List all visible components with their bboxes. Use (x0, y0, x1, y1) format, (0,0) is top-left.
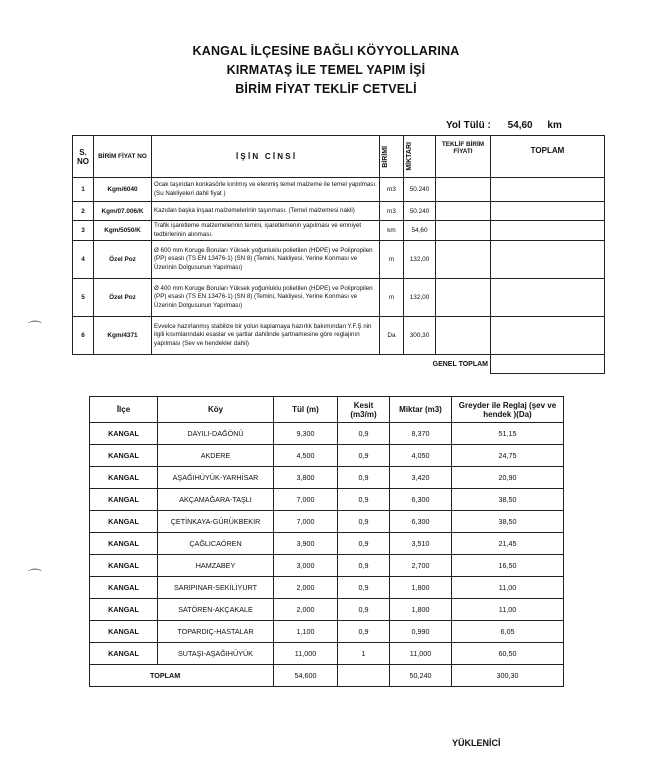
cell-kesit: 1 (338, 643, 390, 665)
row-total (491, 241, 605, 279)
table-row (90, 423, 564, 445)
row-qty: 54,60 (404, 221, 436, 241)
row-total (491, 317, 605, 355)
cell-greyder: 11,00 (452, 599, 564, 621)
cell-koy: HAMZABEY (158, 555, 274, 577)
cell-greyder: 21,45 (452, 533, 564, 555)
cell-miktar: 0,990 (390, 621, 452, 643)
row-unit: km (380, 221, 404, 241)
doc-title-line1: KANGAL İLÇESİNE BAĞLI KÖYYOLLARINA (192, 44, 460, 58)
scan-mark: ⌒ (28, 320, 42, 336)
total-label: TOPLAM (90, 665, 274, 687)
row-qty: 300,30 (404, 317, 436, 355)
row-qty: 132,00 (404, 279, 436, 317)
cell-tul: 3,800 (274, 467, 338, 489)
row-qty: 50.240 (404, 178, 436, 202)
col-koy: Köy (158, 397, 274, 423)
row-total (491, 202, 605, 221)
cell-miktar: 1,800 (390, 577, 452, 599)
cell-kesit: 0,9 (338, 577, 390, 599)
cell-kesit: 0,9 (338, 467, 390, 489)
cell-kesit: 0,9 (338, 555, 390, 577)
cell-ilce: KANGAL (90, 643, 158, 665)
cell-tul: 3,000 (274, 555, 338, 577)
row-qty: 50.240 (404, 202, 436, 221)
col-miktari-label: MİKTARI (406, 142, 413, 171)
cell-ilce: KANGAL (90, 533, 158, 555)
cell-greyder: 6,05 (452, 621, 564, 643)
row-unit: Da (380, 317, 404, 355)
village-table (89, 396, 564, 687)
row-price (436, 317, 491, 355)
total-kesit (338, 665, 390, 687)
col-birimi-label: BİRİMİ (382, 145, 389, 168)
genel-toplam-label: GENEL TOPLAM (73, 355, 491, 374)
cell-ilce: KANGAL (90, 445, 158, 467)
cell-ilce: KANGAL (90, 489, 158, 511)
col-birim-fiyat-no: BİRİM FİYAT NO (94, 136, 152, 178)
cell-tul: 7,000 (274, 489, 338, 511)
row-code: Özel Poz (94, 279, 152, 317)
row-unit: m3 (380, 202, 404, 221)
cell-koy: SATÖREN-AKÇAKALE (158, 599, 274, 621)
cell-koy: SUTAŞI-AŞAĞIHÜYÜK (158, 643, 274, 665)
cell-tul: 9,300 (274, 423, 338, 445)
cell-miktar: 3,420 (390, 467, 452, 489)
cell-kesit: 0,9 (338, 599, 390, 621)
genel-toplam-value (491, 355, 605, 374)
row-code: Özel Poz (94, 241, 152, 279)
table-row (90, 511, 564, 533)
row-code: Kgm/4371 (94, 317, 152, 355)
table-row (90, 555, 564, 577)
cell-koy: SARIPINAR-SEKİLİYURT (158, 577, 274, 599)
cell-tul: 2,000 (274, 599, 338, 621)
row-no: 3 (73, 221, 94, 241)
cell-koy: DAYILI-DAĞÖNÜ (158, 423, 274, 445)
cell-koy: TOPARDIÇ-HASTALAR (158, 621, 274, 643)
table-row (90, 599, 564, 621)
road-length-label: Yol Tülü : (446, 120, 491, 131)
table-row (90, 533, 564, 555)
row-unit: m (380, 279, 404, 317)
table-row (73, 317, 605, 355)
table-row (73, 241, 605, 279)
table-row (90, 467, 564, 489)
road-length-unit: km (547, 120, 562, 131)
row-price (436, 241, 491, 279)
row-desc: Ø 400 mm Koruge Boruları Yüksek yoğunluklu polietilen (HDPE) ve Polipropilen (PP) esaslı (TS EN 13476-1) (SN 8) (Temini, Nakliyesi, Yerine Konması ve Üzerinin Dolgusunun Yapılması) (152, 279, 380, 317)
cell-tul: 7,000 (274, 511, 338, 533)
row-no: 4 (73, 241, 94, 279)
cell-greyder: 24,75 (452, 445, 564, 467)
scan-mark: ⌒ (28, 568, 42, 584)
table-row (90, 577, 564, 599)
doc-title-line2: KIRMATAŞ İLE TEMEL YAPIM İŞİ (226, 63, 426, 77)
row-total (491, 178, 605, 202)
col-miktar: Miktar (m3) (390, 397, 452, 423)
contractor-signature-label: YÜKLENİCİ (452, 738, 501, 748)
row-desc: Ocak taşından konkasörle kırılmış ve elenmiş temel malzeme ile temel yapılması. (Su Nakliyeleri dahil fiyat ) (152, 178, 380, 202)
cell-miktar: 1,800 (390, 599, 452, 621)
cell-ilce: KANGAL (90, 423, 158, 445)
row-price (436, 178, 491, 202)
total-greyder: 300,30 (452, 665, 564, 687)
cell-tul: 2,000 (274, 577, 338, 599)
cell-koy: AŞAĞIHÜYÜK-YARHİSAR (158, 467, 274, 489)
cell-greyder: 38,50 (452, 511, 564, 533)
col-teklif: TEKLİF BİRİM FİYATI (436, 136, 491, 178)
row-total (491, 279, 605, 317)
table-row (90, 489, 564, 511)
row-unit: m3 (380, 178, 404, 202)
cell-kesit: 0,9 (338, 621, 390, 643)
cell-greyder: 11,00 (452, 577, 564, 599)
cell-miktar: 6,300 (390, 489, 452, 511)
row-no: 2 (73, 202, 94, 221)
table-row (73, 221, 605, 241)
cell-miktar: 4,050 (390, 445, 452, 467)
cell-miktar: 3,510 (390, 533, 452, 555)
cell-tul: 4,500 (274, 445, 338, 467)
cell-koy: AKDERE (158, 445, 274, 467)
table-row (90, 643, 564, 665)
cell-koy: ÇETİNKAYA-GÜRÜKBEKİR (158, 511, 274, 533)
row-total (491, 221, 605, 241)
table-row (73, 279, 605, 317)
col-birimi (380, 136, 404, 178)
total-tul: 54,600 (274, 665, 338, 687)
row-price (436, 202, 491, 221)
col-toplam: TOPLAM (491, 136, 605, 178)
col-miktari (404, 136, 436, 178)
cell-kesit: 0,9 (338, 423, 390, 445)
row-desc: Evvelce hazırlanmış stabilize bir yolun kaplamaya hazırlık bakımından Y.F.Ş nin ilgili kısımlarındaki esaslar ve şartlar dahilinde şartnamesine göre reglajının yapılması (Sev ve hendekler dahil) (152, 317, 380, 355)
cell-greyder: 60,50 (452, 643, 564, 665)
col-sno: S. NO (73, 136, 94, 178)
cell-kesit: 0,9 (338, 489, 390, 511)
row-price (436, 279, 491, 317)
road-length-value: 54,60 (507, 120, 533, 131)
col-kesit: Kesit (m3/m) (338, 397, 390, 423)
row-no: 6 (73, 317, 94, 355)
row-desc: Kazıdan başka inşaat malzemelerinin taşınması. (Temel malzemesi nakli) (152, 202, 380, 221)
row-qty: 132,00 (404, 241, 436, 279)
row-desc: Ø 600 mm Koruge Boruları Yüksek yoğunluklu polietilen (HDPE) ve Polipropilen (PP) esaslı (TS EN 13476-1) (SN 8) (Temini, Nakliyesi, Yerine Konması ve Üzerinin Dolgusunun Yapılması) (152, 241, 380, 279)
cell-greyder: 38,50 (452, 489, 564, 511)
cell-tul: 3,900 (274, 533, 338, 555)
table-row (90, 621, 564, 643)
cell-ilce: KANGAL (90, 621, 158, 643)
total-row (90, 665, 564, 687)
cell-miktar: 8,370 (390, 423, 452, 445)
row-unit: m (380, 241, 404, 279)
row-price (436, 221, 491, 241)
table-row (73, 202, 605, 221)
table-row (73, 178, 605, 202)
row-code: Kgm/6040 (94, 178, 152, 202)
cell-ilce: KANGAL (90, 555, 158, 577)
cell-ilce: KANGAL (90, 511, 158, 533)
total-miktar: 50,240 (390, 665, 452, 687)
row-code: Kgm/07.006/K (94, 202, 152, 221)
unit-price-table (72, 135, 605, 374)
col-tul: Tül (m) (274, 397, 338, 423)
cell-kesit: 0,9 (338, 533, 390, 555)
cell-tul: 1,100 (274, 621, 338, 643)
col-greyder: Greyder ile Reglaj (şev ve hendek )(Da) (452, 397, 564, 423)
cell-greyder: 20,90 (452, 467, 564, 489)
cell-koy: AKÇAMAĞARA-TAŞLI (158, 489, 274, 511)
cell-miktar: 6,300 (390, 511, 452, 533)
cell-kesit: 0,9 (338, 445, 390, 467)
cell-greyder: 16,50 (452, 555, 564, 577)
cell-koy: ÇAĞLICAÖREN (158, 533, 274, 555)
row-no: 1 (73, 178, 94, 202)
table-row (90, 445, 564, 467)
cell-tul: 11,000 (274, 643, 338, 665)
cell-ilce: KANGAL (90, 467, 158, 489)
cell-miktar: 2,700 (390, 555, 452, 577)
cell-ilce: KANGAL (90, 599, 158, 621)
cell-ilce: KANGAL (90, 577, 158, 599)
row-code: Kgm/5050/K (94, 221, 152, 241)
cell-miktar: 11,000 (390, 643, 452, 665)
doc-title-line3: BİRİM FİYAT TEKLİF CETVELİ (235, 82, 417, 96)
row-no: 5 (73, 279, 94, 317)
cell-greyder: 51,15 (452, 423, 564, 445)
col-isin-cinsi: İ Ş İ N C İ N S İ (152, 136, 380, 178)
road-length (446, 120, 562, 131)
row-desc: Trafik işaretleme malzemelerinin temini, işaretlemenin yapılması ve emniyet tedbirlerinin alınması. (152, 221, 380, 241)
col-ilce: İlçe (90, 397, 158, 423)
cell-kesit: 0,9 (338, 511, 390, 533)
